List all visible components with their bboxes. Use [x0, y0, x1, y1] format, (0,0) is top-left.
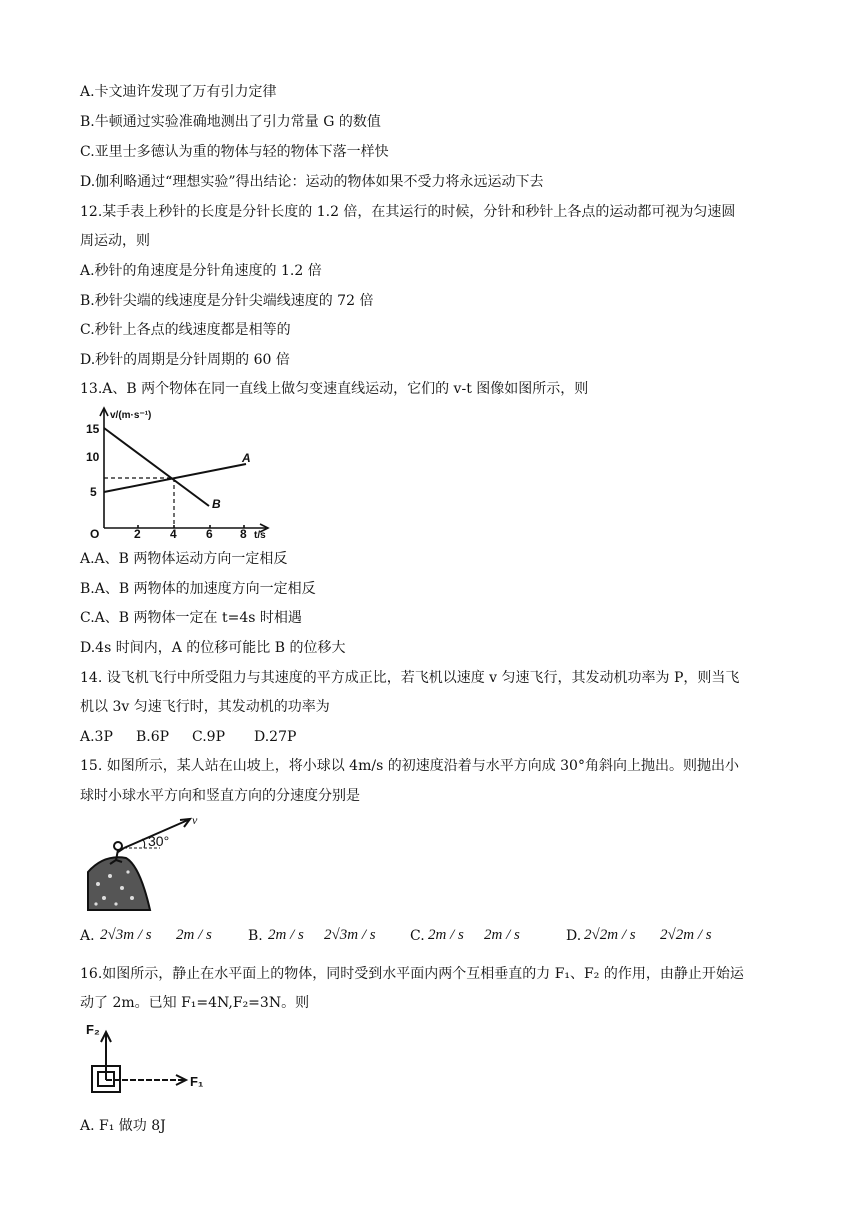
- graph-xtick-4: 4: [170, 527, 177, 540]
- q16-option-a: A. F₁ 做功 8J: [80, 1118, 166, 1134]
- q14-option-b: B.6P: [136, 729, 170, 745]
- f1-label: F₁: [190, 1074, 204, 1089]
- q15-option-a-value1: 2√3m / s: [100, 927, 152, 943]
- q14-option-a: A.3P: [80, 729, 113, 745]
- q15-option-c-value1: 2m / s: [428, 927, 464, 943]
- q15-option-b-value1: 2m / s: [268, 927, 304, 943]
- q14-stem-line1: 14. 设飞机飞行中所受阻力与其速度的平方成正比，若飞机以速度 v 匀速飞行，其发动机功率为 P，则当飞: [80, 670, 740, 686]
- q12-stem-line1: 12.某手表上秒针的长度是分针长度的 1.2 倍，在其运行的时候，分针和秒针上各点的运动都可视为匀速圆: [80, 204, 736, 220]
- q16-stem-line1: 16.如图所示，静止在水平面上的物体，同时受到水平面内两个互相垂直的力 F₁、F₂ 的作用，由静止开始运: [80, 966, 744, 982]
- q15-stem-line1: 15. 如图所示，某人站在山坡上，将小球以 4m/s 的初速度沿着与水平方向成 30°角斜向上抛出。则抛出小: [80, 758, 739, 774]
- f2-label: F₂: [86, 1022, 100, 1037]
- q11-option-d: D.伽利略通过“理想实验”得出结论：运动的物体如果不受力将永远运动下去: [80, 174, 544, 190]
- projectile-figure: [84, 814, 214, 914]
- graph-ytick-15: 15: [86, 422, 100, 436]
- graph-ytick-10: 10: [86, 450, 100, 464]
- q12-option-c: C.秒针上各点的线速度都是相等的: [80, 322, 291, 338]
- graph-origin: O: [90, 527, 100, 540]
- q11-option-a: A.卡文迪许发现了万有引力定律: [80, 84, 277, 100]
- angle-label: 30°: [148, 833, 170, 849]
- q11-option-b: B.牛顿通过实验准确地测出了引力常量 G 的数值: [80, 114, 381, 130]
- graph-label-a: A: [242, 451, 251, 465]
- q15-option-b-label: B.: [248, 928, 263, 944]
- graph-xtick-8: 8: [240, 527, 247, 540]
- q13-option-b: B.A、B 两物体的加速度方向一定相反: [80, 581, 316, 597]
- q15-option-a-label: A.: [80, 928, 95, 944]
- q16-stem-line2: 动了 2m。已知 F₁=4N,F₂=3N。则: [80, 995, 310, 1011]
- line-b: [104, 428, 209, 506]
- q15-option-a-value2: 2m / s: [176, 927, 212, 943]
- vt-graph: [84, 404, 274, 540]
- q15-option-d-value2: 2√2m / s: [660, 927, 712, 943]
- q14-stem-line2: 机以 3v 匀速飞行时，其发动机的功率为: [80, 699, 330, 715]
- q15-option-b-value2: 2√3m / s: [324, 927, 376, 943]
- graph-x-label: t/s: [254, 530, 266, 540]
- q15-option-c-value2: 2m / s: [484, 927, 520, 943]
- q15-stem-line2: 球时小球水平方向和竖直方向的分速度分别是: [80, 788, 360, 804]
- q12-option-b: B.秒针尖端的线速度是分针尖端线速度的 72 倍: [80, 293, 374, 309]
- q13-option-d: D.4s 时间内，A 的位移可能比 B 的位移大: [80, 640, 346, 656]
- q12-option-a: A.秒针的角速度是分针角速度的 1.2 倍: [80, 263, 322, 279]
- q13-stem: 13.A、B 两个物体在同一直线上做匀变速直线运动，它们的 v-t 图像如图所示，则: [80, 381, 589, 397]
- velocity-label: v: [192, 814, 198, 827]
- q14-option-d: D.27P: [254, 729, 297, 745]
- q12-option-d: D.秒针的周期是分针周期的 60 倍: [80, 352, 290, 368]
- q15-option-d-label: D.: [566, 928, 582, 944]
- q15-option-c-label: C.: [410, 928, 425, 944]
- graph-label-b: B: [212, 497, 221, 511]
- graph-ytick-5: 5: [90, 485, 97, 499]
- q12-stem-line2: 周运动，则: [80, 233, 150, 249]
- q14-option-c: C.9P: [192, 729, 225, 745]
- q11-option-c: C.亚里士多德认为重的物体与轻的物体下落一样快: [80, 144, 389, 160]
- q13-option-c: C.A、B 两物体一定在 t=4s 时相遇: [80, 610, 302, 626]
- q15-option-d-value1: 2√2m / s: [584, 927, 636, 943]
- graph-y-label: v/(m·s⁻¹): [110, 410, 152, 421]
- graph-xtick-2: 2: [134, 527, 141, 540]
- q13-option-a: A.A、B 两物体运动方向一定相反: [80, 551, 288, 567]
- graph-xtick-6: 6: [206, 527, 213, 540]
- forces-figure: [84, 1020, 214, 1100]
